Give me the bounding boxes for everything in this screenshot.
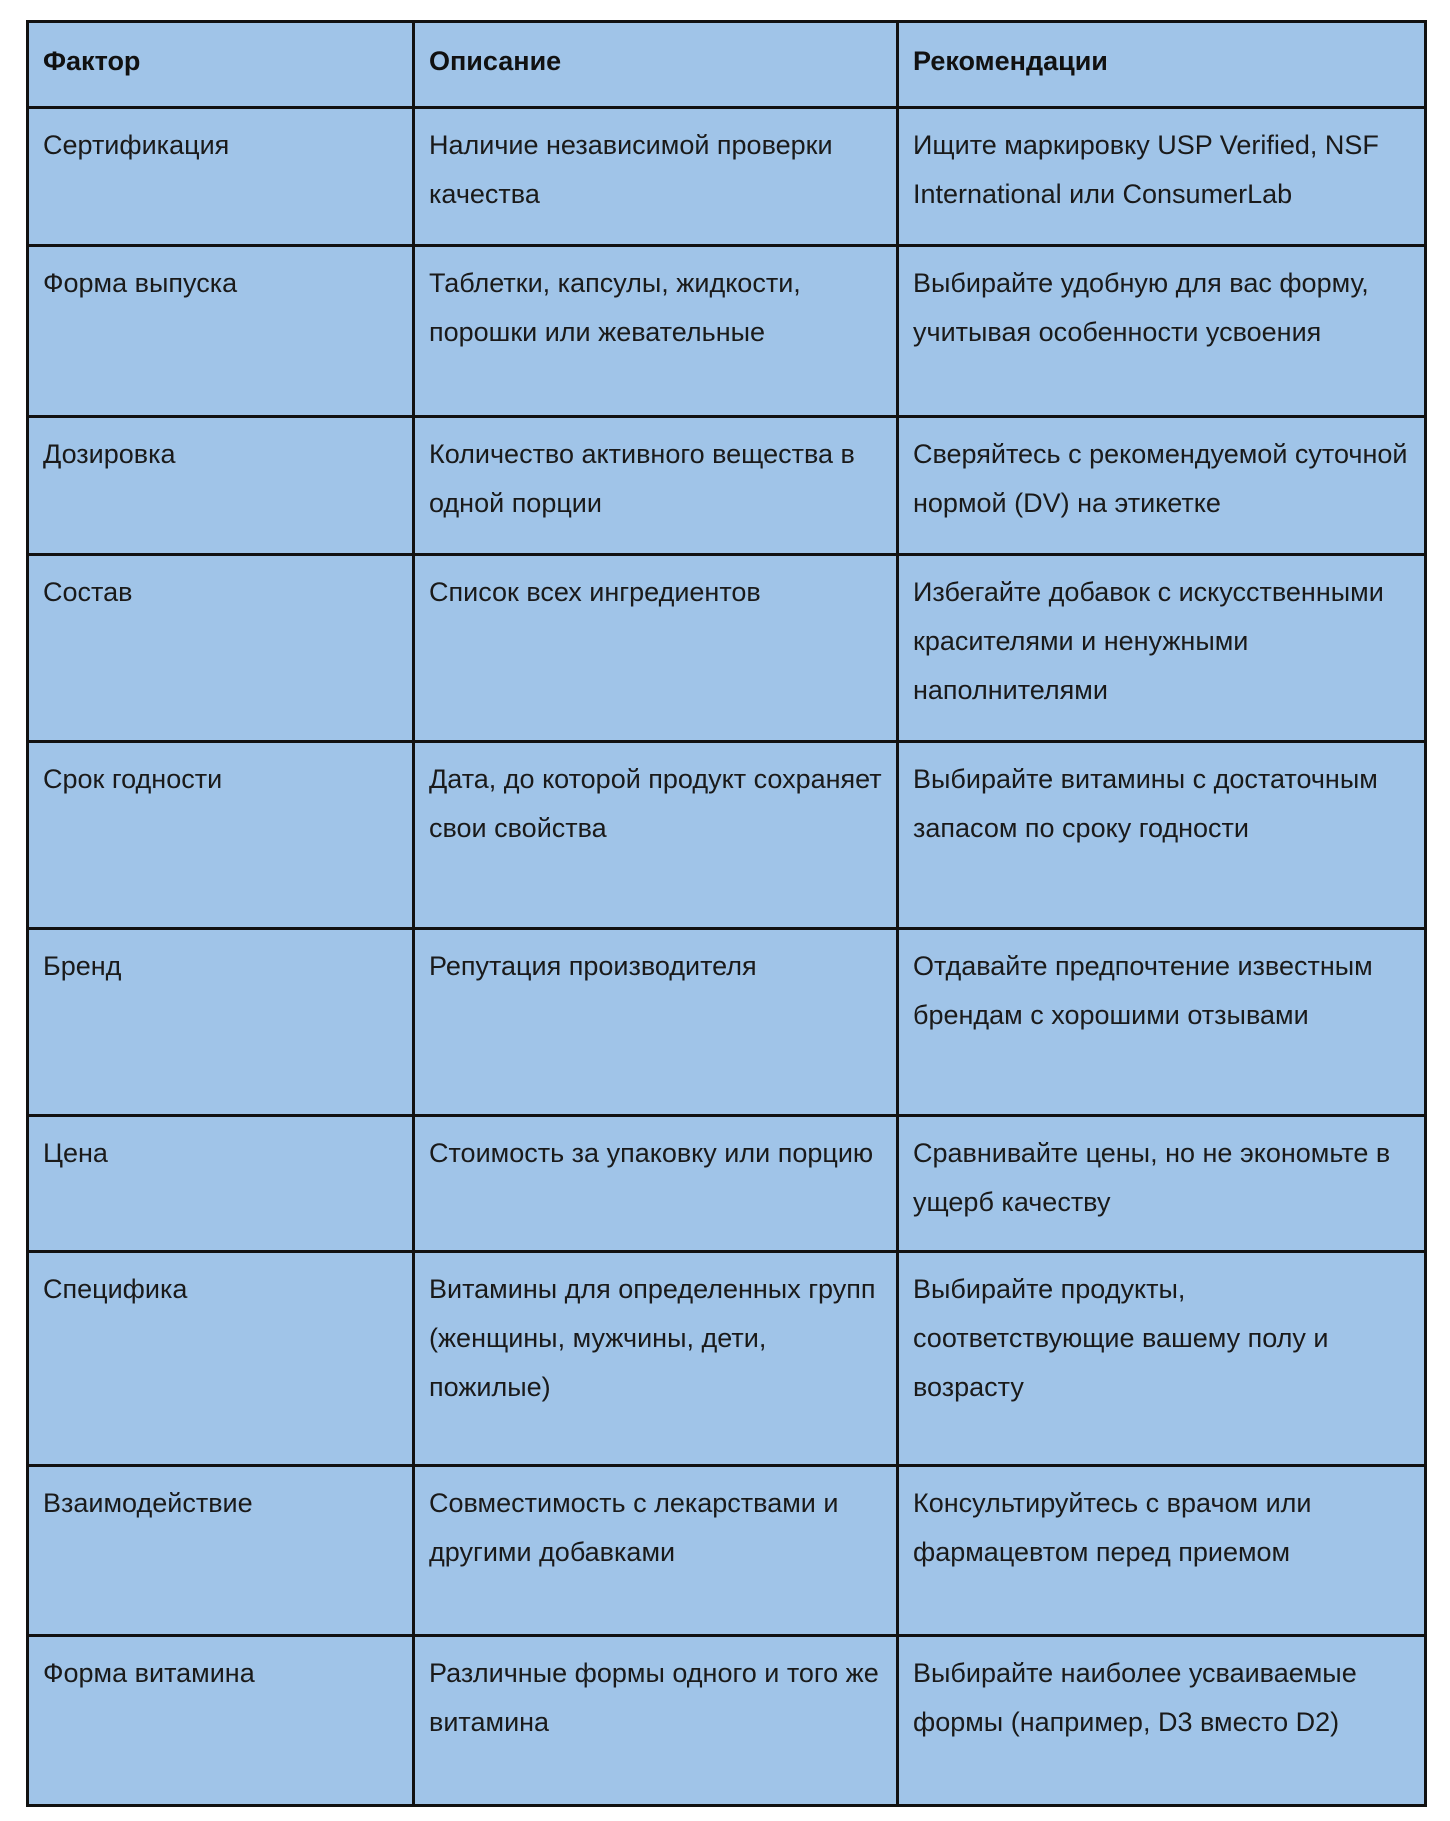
table-row bbox=[28, 742, 1426, 929]
description-cell: Витамины для определенных групп (женщины, мужчины, дети, пожилые) bbox=[414, 1252, 898, 1466]
header-recommendation: Рекомендации bbox=[898, 22, 1426, 108]
factor-cell: Срок годности bbox=[28, 742, 414, 929]
factor-cell: Цена bbox=[28, 1116, 414, 1252]
description-cell: Стоимость за упаковку или порцию bbox=[414, 1116, 898, 1252]
table-row bbox=[28, 929, 1426, 1116]
table-row bbox=[28, 246, 1426, 417]
table-row bbox=[28, 108, 1426, 246]
description-cell: Таблетки, капсулы, жидкости, порошки или жевательные bbox=[414, 246, 898, 417]
recommendation-cell: Избегайте добавок с искусственными красителями и ненужными наполнителями bbox=[898, 555, 1426, 742]
factor-cell: Сертификация bbox=[28, 108, 414, 246]
header-factor: Фактор bbox=[28, 22, 414, 108]
recommendation-cell: Ищите маркировку USP Verified, NSF International или ConsumerLab bbox=[898, 108, 1426, 246]
table-row bbox=[28, 1466, 1426, 1636]
table-header-row bbox=[28, 22, 1426, 108]
recommendation-cell: Сверяйтесь с рекомендуемой суточной нормой (DV) на этикетке bbox=[898, 417, 1426, 555]
recommendation-cell: Консультируйтесь с врачом или фармацевтом перед приемом bbox=[898, 1466, 1426, 1636]
description-cell: Совместимость с лекарствами и другими добавками bbox=[414, 1466, 898, 1636]
header-description: Описание bbox=[414, 22, 898, 108]
recommendation-cell: Сравнивайте цены, но не экономьте в ущерб качеству bbox=[898, 1116, 1426, 1252]
description-cell: Наличие независимой проверки качества bbox=[414, 108, 898, 246]
vitamin-factors-table-container bbox=[26, 20, 1427, 1807]
description-cell: Различные формы одного и того же витамина bbox=[414, 1636, 898, 1806]
recommendation-cell: Выбирайте витамины с достаточным запасом по сроку годности bbox=[898, 742, 1426, 929]
recommendation-cell: Выбирайте продукты, соответствующие вашему полу и возрасту bbox=[898, 1252, 1426, 1466]
recommendation-cell: Выбирайте наиболее усваиваемые формы (например, D3 вместо D2) bbox=[898, 1636, 1426, 1806]
table-row bbox=[28, 555, 1426, 742]
factor-cell: Дозировка bbox=[28, 417, 414, 555]
vitamin-factors-table bbox=[26, 20, 1427, 1807]
table-row bbox=[28, 1252, 1426, 1466]
recommendation-cell: Выбирайте удобную для вас форму, учитывая особенности усвоения bbox=[898, 246, 1426, 417]
factor-cell: Специфика bbox=[28, 1252, 414, 1466]
description-cell: Список всех ингредиентов bbox=[414, 555, 898, 742]
factor-cell: Бренд bbox=[28, 929, 414, 1116]
description-cell: Репутация производителя bbox=[414, 929, 898, 1116]
description-cell: Количество активного вещества в одной порции bbox=[414, 417, 898, 555]
table-row bbox=[28, 1636, 1426, 1806]
description-cell: Дата, до которой продукт сохраняет свои свойства bbox=[414, 742, 898, 929]
table-row bbox=[28, 1116, 1426, 1252]
factor-cell: Форма витамина bbox=[28, 1636, 414, 1806]
recommendation-cell: Отдавайте предпочтение известным брендам с хорошими отзывами bbox=[898, 929, 1426, 1116]
factor-cell: Взаимодействие bbox=[28, 1466, 414, 1636]
factor-cell: Состав bbox=[28, 555, 414, 742]
factor-cell: Форма выпуска bbox=[28, 246, 414, 417]
table-row bbox=[28, 417, 1426, 555]
